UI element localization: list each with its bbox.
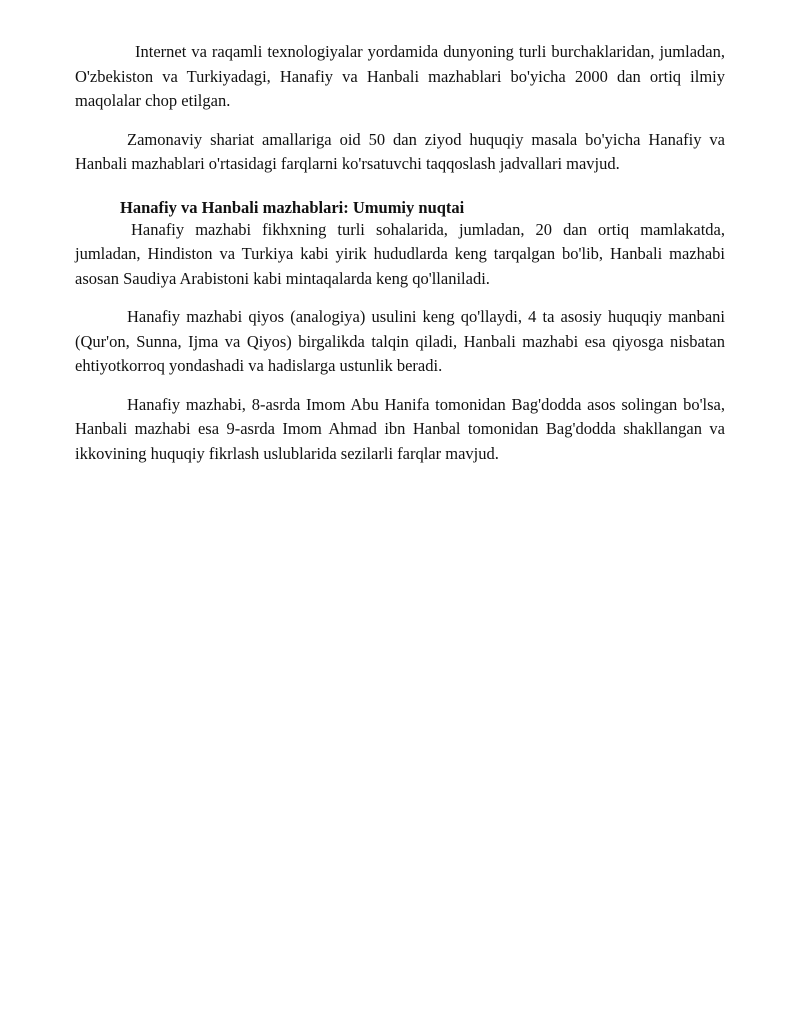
paragraph-spread: Hanafiy mazhabi fikhxning turli sohalarida, jumladan, 20 dan ortiq mamlakatda, jumladan, Hindiston va Turkiya kabi yirik hududlarda keng tarqalgan bo'lib, Hanbali mazhabi asosan Saudiya Arabistoni kabi mintaqalarda keng qo'llaniladi. <box>75 219 725 288</box>
paragraph-comparison-tables: Zamonaviy shariat amallariga oid 50 dan ziyod huquqiy masala bo'yicha Hanafiy va Hanbali mazhablari o'rtasidagi farqlarni ko'rsatuvchi taqqoslash jadvallari mavjud. <box>75 129 725 173</box>
paragraph-history: Hanafiy mazhabi, 8-asrda Imom Abu Hanifa tomonidan Bag'dodda asos solingan bo'lsa, Hanbali mazhabi esa 9-asrda Imom Ahmad ibn Hanbal tomonidan Bag'dodda shakllangan va ikkovining huquqiy fikrlash uslublarida sezilarli farqlar mavjud. <box>75 394 725 463</box>
paragraph-qiyos: Hanafiy mazhabi qiyos (analogiya) usulini keng qo'llaydi, 4 ta asosiy huquqiy manbani (Qur'on, Sunna, Ijma va Qiyos) birgalikda talqin qiladi, Hanbali mazhabi esa qiyosga nisbatan ehtiyotkorroq yondashadi va hadislarga ustunlik beradi. <box>75 307 725 375</box>
paragraph-internet-articles: Internet va raqamli texnologiyalar yordamida dunyoning turli burchaklaridan, jumladan, O'zbekiston va Turkiyadagi, Hanafiy va Hanbali mazhablari bo'yicha 2000 dan ortiq ilmiy maqolalar chop etilgan. <box>75 42 725 110</box>
document-page <box>75 40 725 466</box>
section-heading: Hanafiy va Hanbali mazhablari: Umumiy nuqtai <box>120 197 465 217</box>
